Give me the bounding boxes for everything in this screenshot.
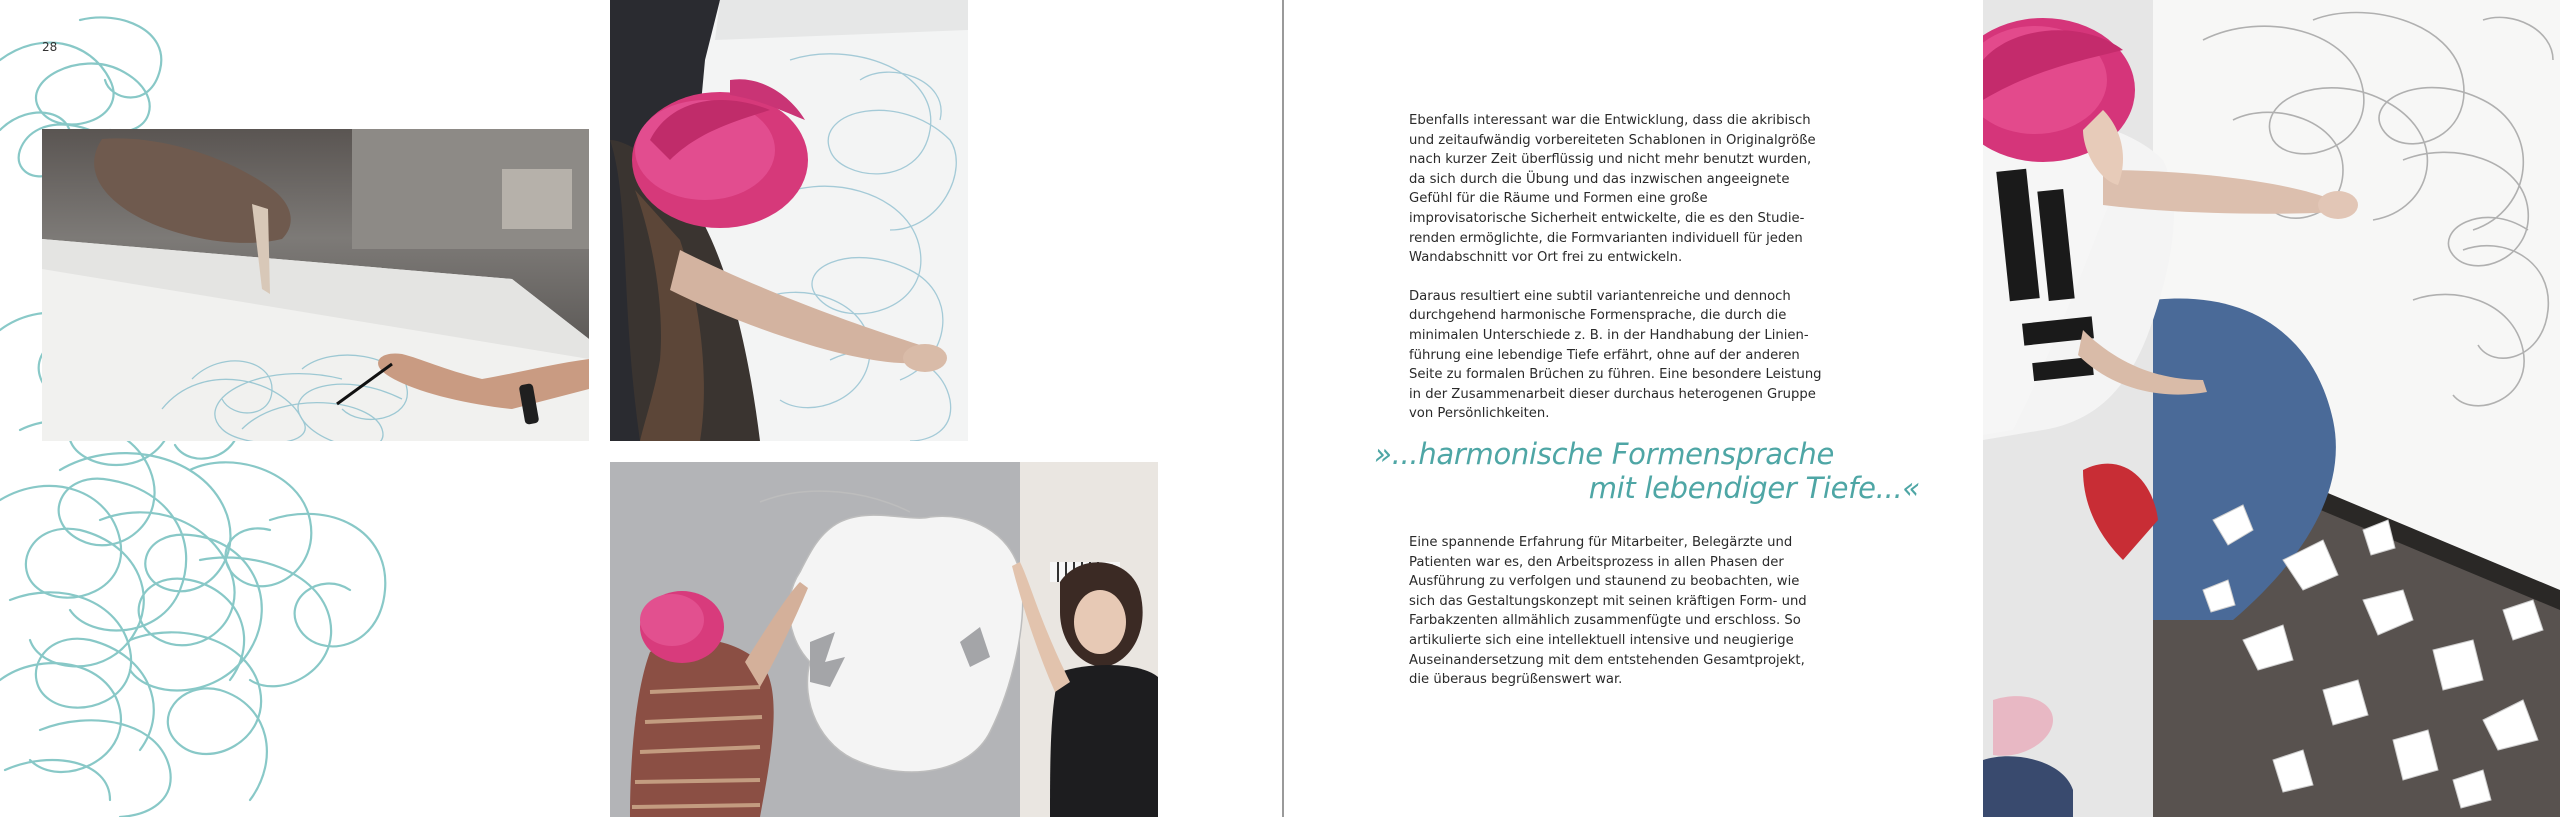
paragraph: Ebenfalls interessant war die Entwicklung, dass die akribisch und zeitaufwändig vorbereiteten Schablonen in Originalgröße nach kurzer Zeit überflüssig und nicht mehr benutzt wurden, da sich durch die Übung und das inzwischen angeeignete Gefühl für die Räume und Formen eine große improvisatorische Sicherheit entwickelte, die es den Studierenden ermöglichte, die Formvarianten individuell für jeden Wandabschnitt vor Ort frei zu entwickeln.: [1409, 113, 1816, 266]
photo-woman-drawing-on-wall: [1983, 0, 2560, 817]
body-text-lower: [1409, 533, 1829, 709]
page-number: 28: [42, 40, 58, 54]
photo-painting-wall-shape: [610, 462, 1158, 817]
pull-quote-line-2: mit lebendiger Tiefe...«: [1588, 471, 1920, 505]
paragraph: Daraus resultiert eine subtil variantenreiche und dennoch durchgehend harmonische Formensprache, die durch die minimalen Unterschiede z. B. in der Handhabung der Linienführung eine lebendige Tiefe erfährt, ohne auf der anderen Seite zu formalen Brüchen zu führen. Eine besondere Leistung in der Zusammenarbeit dieser durchaus heterogenen Gruppe von Persönlichkeiten.: [1409, 288, 1822, 422]
pull-quote-line-1: »...harmonische Formensprache: [1374, 437, 1835, 471]
pull-quote: [1360, 437, 1920, 505]
photo-drawing-template: [42, 129, 589, 441]
photo-woman-pink-hair-drawing: [610, 0, 968, 441]
paragraph: Eine spannende Erfahrung für Mitarbeiter, Belegärzte und Patienten war es, den Arbeitsprozess in allen Phasen der Ausführung zu verfolgen und staunend zu beobachten, wie sich das Gestaltungskonzept mit seinen kräftigen Form- und Farbakzenten allmählich zusammenfügte und erschloss. So artikulierte sich eine intellektuell intensive und neugierige Auseinandersetzung mit dem entstehenden Gesamtprojekt, die überaus begrüßenswert war.: [1409, 535, 1807, 688]
body-text-upper: [1409, 111, 1829, 443]
